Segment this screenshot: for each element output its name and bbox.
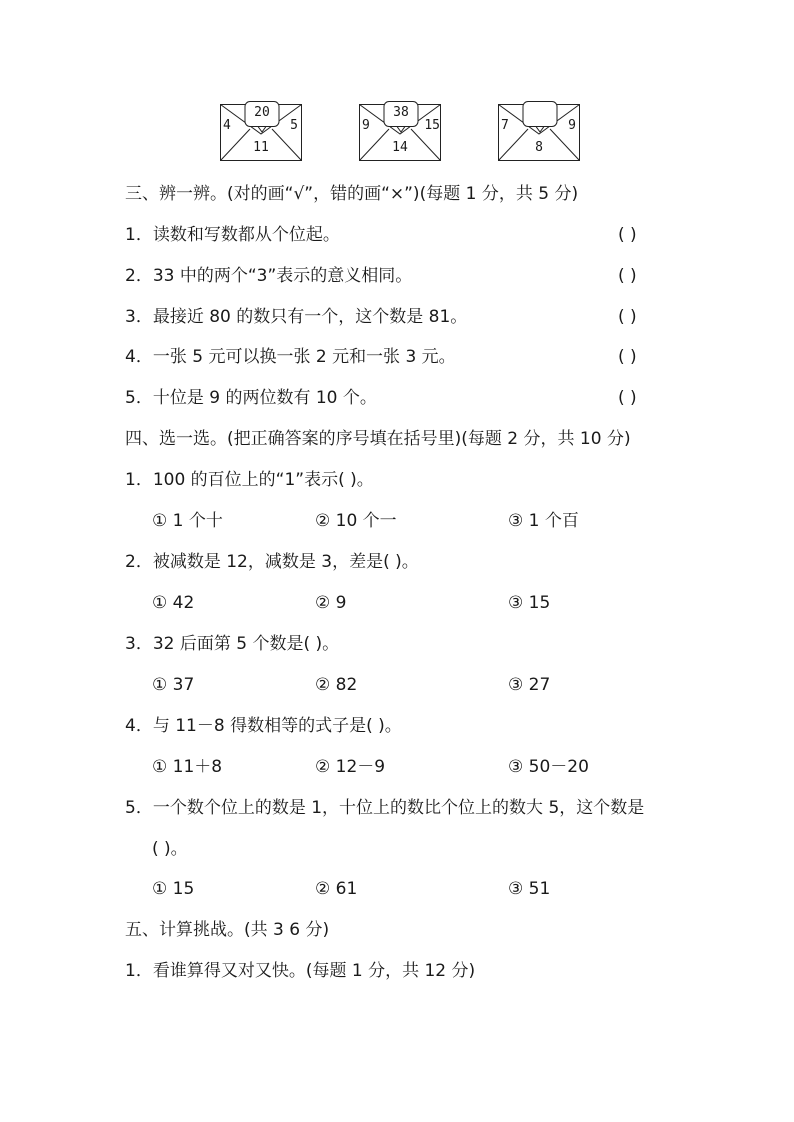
choice-1-option-b: ② 10 个一	[315, 511, 397, 531]
section-4-heading: 四、选一选。(把正确答案的序号填在括号里)(每题 2 分，共 10 分)	[125, 429, 631, 449]
choice-question-3: 3．32 后面第 5 个数是( )。	[125, 634, 340, 654]
choice-question-4: 4．与 11－8 得数相等的式子是( )。	[125, 716, 402, 736]
judge-item-2: 2．33 中的两个“3”表示的意义相同。	[125, 266, 413, 286]
choice-2-option-b: ② 9	[315, 593, 347, 613]
judge-item-1: 1．读数和写数都从个位起。	[125, 225, 340, 245]
envelope-3	[498, 101, 580, 161]
envelope-bottom-number: 8	[535, 140, 543, 155]
envelope-right-number: 9	[568, 118, 576, 133]
envelope-left-number: 9	[362, 118, 370, 133]
choice-1-option-c: ③ 1 个百	[508, 511, 579, 531]
choice-question-2: 2．被减数是 12，减数是 3，差是( )。	[125, 552, 419, 572]
envelope-bottom-number: 14	[392, 140, 408, 155]
choice-question-5: 5．一个数个位上的数是 1，十位上的数比个位上的数大 5，这个数是	[125, 798, 645, 818]
envelope-1	[220, 101, 302, 161]
judge-item-5: 5．十位是 9 的两位数有 10 个。	[125, 388, 377, 408]
envelope-bottom-number: 11	[253, 140, 269, 155]
choice-1-option-a: ① 1 个十	[152, 511, 223, 531]
choice-question-5-continuation: ( )。	[152, 839, 188, 859]
judge-answer-3[interactable]: ( )	[618, 307, 637, 327]
judge-answer-1[interactable]: ( )	[618, 225, 637, 245]
choice-2-option-c: ③ 15	[508, 593, 551, 613]
choice-3-option-b: ② 82	[315, 675, 358, 695]
envelope-left-number: 4	[223, 118, 231, 133]
envelope-right-number: 15	[424, 118, 440, 133]
choice-4-option-b: ② 12－9	[315, 757, 386, 777]
choice-5-option-a: ① 15	[152, 879, 195, 899]
choice-5-option-c: ③ 51	[508, 879, 551, 899]
choice-2-option-a: ① 42	[152, 593, 195, 613]
choice-question-1: 1．100 的百位上的“1”表示( )。	[125, 470, 374, 490]
envelope-right-number: 5	[290, 118, 298, 133]
choice-4-option-c: ③ 50－20	[508, 757, 589, 777]
section-5-heading: 五、计算挑战。(共 3 6 分)	[125, 920, 330, 940]
section-5-subquestion-1: 1．看谁算得又对又快。(每题 1 分，共 12 分)	[125, 961, 476, 981]
judge-answer-5[interactable]: ( )	[618, 388, 637, 408]
choice-4-option-a: ① 11＋8	[152, 757, 223, 777]
judge-answer-2[interactable]: ( )	[618, 266, 637, 286]
envelope-left-number: 7	[501, 118, 509, 133]
envelope-2	[359, 101, 441, 161]
section-3-heading: 三、辨一辨。(对的画“√”，错的画“×”)(每题 1 分，共 5 分)	[125, 184, 579, 204]
choice-3-option-c: ③ 27	[508, 675, 551, 695]
judge-item-3: 3．最接近 80 的数只有一个，这个数是 81。	[125, 307, 468, 327]
choice-3-option-a: ① 37	[152, 675, 195, 695]
judge-answer-4[interactable]: ( )	[618, 347, 637, 367]
judge-item-4: 4．一张 5 元可以换一张 2 元和一张 3 元。	[125, 347, 456, 367]
envelope-top-number: 38	[393, 105, 409, 120]
choice-5-option-b: ② 61	[315, 879, 358, 899]
envelope-top-number: 20	[254, 105, 270, 120]
